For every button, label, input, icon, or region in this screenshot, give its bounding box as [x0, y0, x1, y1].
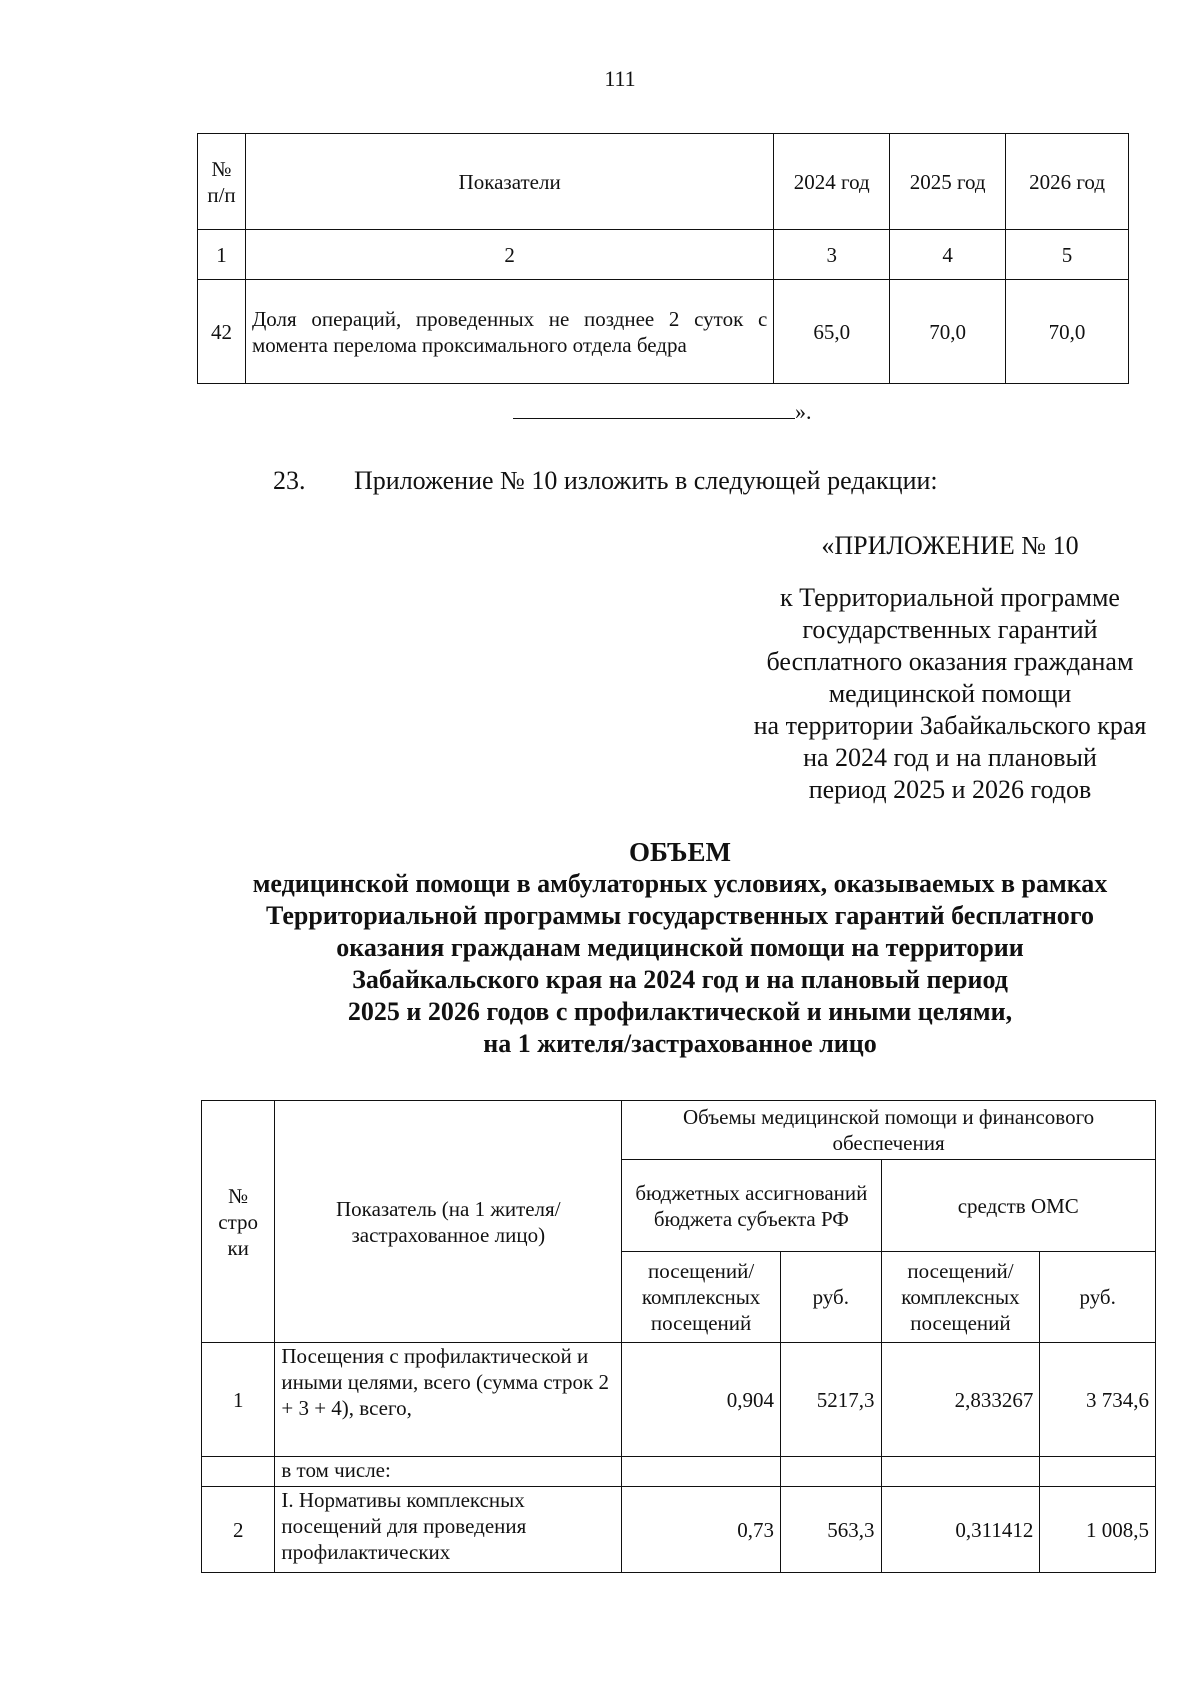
row-oms-visits: 2,833267 [881, 1343, 1040, 1457]
row-oms-rub: 3 734,6 [1040, 1343, 1156, 1457]
header-2025: 2025 год [890, 134, 1006, 230]
row-budget-rub [781, 1457, 882, 1487]
table-row [202, 1457, 1156, 1487]
volume-table [201, 1100, 1156, 1573]
column-number: 3 [774, 230, 890, 280]
header-oms-visits: посещений/ комплексных посещений [881, 1252, 1040, 1343]
appendix-line: бесплатного оказания гражданам [766, 647, 1134, 676]
item-23 [273, 466, 938, 496]
document-title [180, 836, 1180, 1060]
header-oms-rub: руб. [1040, 1252, 1156, 1343]
row-indicator: Посещения с профилактической и иными целями, всего (сумма строк 2 + 3 + 4), всего, [275, 1343, 622, 1457]
title-line: Забайкальского края на 2024 год и на плановый период [352, 965, 1008, 994]
table-header-row [198, 134, 1129, 230]
page-number: 111 [604, 66, 636, 91]
appendix-line: государственных гарантий [802, 615, 1098, 644]
table-row [198, 280, 1129, 384]
item-number: 23. [273, 466, 306, 495]
header-2026: 2026 год [1006, 134, 1129, 230]
row-budget-rub: 563,3 [781, 1487, 882, 1573]
title-line: на 1 жителя/застрахованное лицо [483, 1029, 877, 1058]
row-oms-visits [881, 1457, 1040, 1487]
column-number: 2 [245, 230, 773, 280]
header-budget: бюджетных ассигнований бюджета субъекта РФ [622, 1160, 881, 1252]
header-indicator: Показатели [245, 134, 773, 230]
indicators-table [197, 133, 1129, 384]
header-oms: средств ОМС [881, 1160, 1155, 1252]
header-budget-rub: руб. [781, 1252, 882, 1343]
row-indicator: I. Нормативы комплексных посещений для проведения профилактических [275, 1487, 622, 1573]
title-line: 2025 и 2026 годов с профилактической и иными целями, [347, 997, 1013, 1026]
row-oms-rub: 1 008,5 [1040, 1487, 1156, 1573]
header-2024: 2024 год [774, 134, 890, 230]
row-oms-visits: 0,311412 [881, 1487, 1040, 1573]
column-numbers-row [198, 230, 1129, 280]
header-row-num: № стро ки [202, 1101, 275, 1343]
closing-line [513, 398, 812, 425]
table-row [202, 1343, 1156, 1457]
table-row [202, 1487, 1156, 1573]
column-number: 1 [198, 230, 246, 280]
header-indicator: Показатель (на 1 жителя/застрахованное лицо) [275, 1101, 622, 1343]
row-2024: 65,0 [774, 280, 890, 384]
row-budget-visits [622, 1457, 781, 1487]
row-budget-visits: 0,904 [622, 1343, 781, 1457]
appendix-line: медицинской помощи [828, 679, 1072, 708]
row-2025: 70,0 [890, 280, 1006, 384]
closing-mark: ». [795, 399, 812, 424]
appendix-line: на 2024 год и на плановый [803, 743, 1097, 772]
appendix-line: на территории Забайкальского края [753, 711, 1147, 740]
item-text: Приложение № 10 изложить в следующей редакции: [354, 466, 938, 495]
appendix-block [650, 530, 1200, 806]
title-line: медицинской помощи в амбулаторных условиях, оказываемых в рамках [252, 869, 1108, 898]
column-number: 4 [890, 230, 1006, 280]
row-budget-rub: 5217,3 [781, 1343, 882, 1457]
title-line: Территориальной программы государственных гарантий бесплатного [266, 901, 1094, 930]
header-num: № п/п [198, 134, 246, 230]
row-indicator: Доля операций, проведенных не позднее 2 суток с момента перелома проксимального отдела бедра [245, 280, 773, 384]
header-volumes: Объемы медицинской помощи и финансового обеспечения [622, 1101, 1156, 1160]
appendix-line: период 2025 и 2026 годов [808, 775, 1092, 804]
header-budget-visits: посещений/ комплексных посещений [622, 1252, 781, 1343]
column-number: 5 [1006, 230, 1129, 280]
row-num: 1 [202, 1343, 275, 1457]
row-indicator: в том числе: [275, 1457, 622, 1487]
appendix-line: к Территориальной программе [780, 583, 1120, 612]
row-num: 2 [202, 1487, 275, 1573]
row-oms-rub [1040, 1457, 1156, 1487]
row-num [202, 1457, 275, 1487]
row-2026: 70,0 [1006, 280, 1129, 384]
table-header-row [202, 1101, 1156, 1160]
row-num: 42 [198, 280, 246, 384]
row-budget-visits: 0,73 [622, 1487, 781, 1573]
appendix-heading: «ПРИЛОЖЕНИЕ № 10 [821, 531, 1079, 560]
separator-rule [513, 398, 795, 419]
title-main: ОБЪЕМ [629, 837, 731, 867]
title-line: оказания гражданам медицинской помощи на территории [336, 933, 1024, 962]
